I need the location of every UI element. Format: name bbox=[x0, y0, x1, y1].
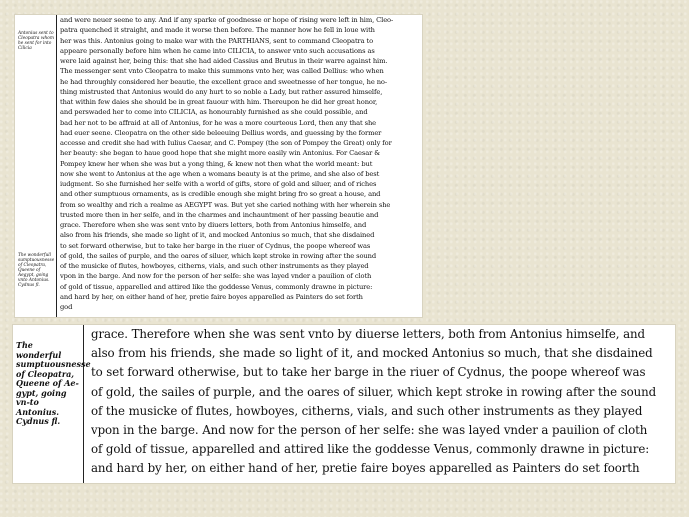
text-line: grace. Therefore when she was sent vnto by diuerse letters, both from Antonius himselfe, and bbox=[91, 327, 645, 341]
text-line: of the musicke of flutes, howboyes, citherns, vials, and such other instruments as they played bbox=[91, 403, 643, 418]
text-line: of gold of tissue, apparelled and attired like the goddesse Venus, commonly drawne in picture: bbox=[91, 442, 650, 457]
text-line: to set forward otherwise, but to take her barge in the riuer of Cydnus, the poope whereof was bbox=[60, 241, 371, 250]
text-line: were laid against her, being this: that she had aided Cassius and Brutus in their warre against him. bbox=[60, 57, 388, 65]
text-line: Pompey knew her when she was but a yong thing, & knew not then what the world meant: but bbox=[60, 159, 373, 168]
text-line: and hard by her, on either hand of her, pretie faire boyes apparelled as Painters do set forth bbox=[60, 292, 363, 301]
text-line: and perswaded her to come into CILICIA, as honourably furnished as she could possible, and bbox=[60, 108, 368, 117]
margin-notes-column bbox=[15, 15, 57, 317]
margin-note-antonius-sent: Antonius sent to Cleopatra whom he sent for into Cilicia bbox=[18, 31, 54, 51]
text-line: from so wealthy and rich a realme as AEGYPT was. But yet she caried nothing with her wherein she bbox=[60, 200, 391, 209]
text-line: her beauty: she began to haue good hope that she might more easily win Antonius. For Caesar & bbox=[60, 149, 381, 158]
text-line: grace. Therefore when she was sent vnto by diuers letters, both from Antonius himselfe, and bbox=[60, 221, 367, 229]
zoom-margin-note: The wonderful sumptuousnesse of Cleopatra, Queene of Ae-gypt, going vn-to Antonius. Cydnus fl. bbox=[16, 340, 91, 426]
text-line: iudgment. So she furnished her selfe with a world of gifts, store of gold and siluer, and of riches bbox=[60, 180, 377, 188]
text-line: of the musicke of flutes, howboyes, citherns, vials, and such other instruments as they played bbox=[60, 262, 369, 270]
text-line: now she went to Antonius at the age when a womans beauty is at the prime, and she also of best bbox=[60, 169, 380, 178]
text-line: and other sumptuous ornaments, as is credible enough she might bring fro so great a house, and bbox=[60, 190, 381, 199]
zoom-text-column bbox=[85, 325, 675, 483]
text-line: bad her not to be affraid at all of Antonius, for he was a more courteous Lord, then any that she bbox=[60, 118, 377, 127]
text-line: also from his friends, she made so light of it, and mocked Antonius so much, that she disdained bbox=[60, 231, 375, 240]
text-line: of gold, the sailes of purple, and the oares of siluer, which kept stroke in rowing after the sound bbox=[91, 384, 657, 399]
scanned-page bbox=[15, 15, 422, 317]
text-line: The messenger sent vnto Cleopatra to make this summons vnto her, was called Dellius: who when bbox=[60, 67, 384, 76]
text-line: and were neuer seene to any. And if any sparke of goodnesse or hope of rising were left in him, Cleo- bbox=[60, 16, 394, 24]
text-line: of gold of tissue, apparelled and attired like the goddesse Venus, commonly drawne in picture: bbox=[60, 282, 373, 291]
text-line: patra quenched it straight, and made it worse then before. The manner how he fell in loue with bbox=[60, 26, 375, 35]
text-line: vpon in the barge. And now for the person of her selfe: she was layed vnder a pauilion of cloth bbox=[60, 272, 372, 281]
text-line: trusted more then in her selfe, and in the charmes and inchauntment of her passing beautie and bbox=[60, 210, 379, 219]
text-line: also from his friends, she made so light of it, and mocked Antonius so much, that she disdained bbox=[91, 346, 653, 361]
text-line: appeare personally before him when he came into CILICIA, to answer vnto such accusations as bbox=[60, 46, 375, 55]
text-line: vpon in the barge. And now for the person of her selfe: she was layed vnder a pauilion of cloth bbox=[91, 422, 648, 437]
text-line: and hard by her, on either hand of her, pretie faire boyes apparelled as Painters do set foorth bbox=[91, 461, 640, 476]
text-line: to set forward otherwise, but to take her barge in the riuer of Cydnus, the poope whereof was bbox=[91, 365, 646, 380]
text-line: of gold, the sailes of purple, and the oares of siluer, which kept stroke in rowing after the sound bbox=[60, 251, 377, 260]
text-line: had euer seene. Cleopatra on the other side beleeuing Dellius words, and guessing by the former bbox=[60, 128, 382, 137]
page-text-column bbox=[58, 15, 422, 317]
zoomed-excerpt bbox=[13, 325, 675, 483]
text-line: accesse and credit she had with Iulius Caesar, and C. Pompey (the son of Pompey the Great) only for bbox=[60, 139, 392, 147]
text-line: he had throughly considered her beautie, the excellent grace and sweetnesse of her tongue, he no- bbox=[60, 77, 387, 86]
text-line: god bbox=[60, 303, 73, 311]
text-line: that within few daies she should be in great fauour with him. Thereupon he did her great honor, bbox=[60, 98, 378, 106]
zoom-margin-column bbox=[13, 325, 91, 483]
text-line: thing mistrusted that Antonius would do any hurt to so noble a Lady, but rather assured himselfe, bbox=[60, 87, 383, 96]
margin-note-sumptuousnesse: The wonderfull sumptuousnesse of Cleopatra, Queene of Aegypt, going vnto Antonius. Cydnus fl. bbox=[18, 253, 55, 288]
text-line: her was this. Antonius going to make war with the PARTHIANS, sent to command Cleopatra to bbox=[60, 36, 374, 45]
